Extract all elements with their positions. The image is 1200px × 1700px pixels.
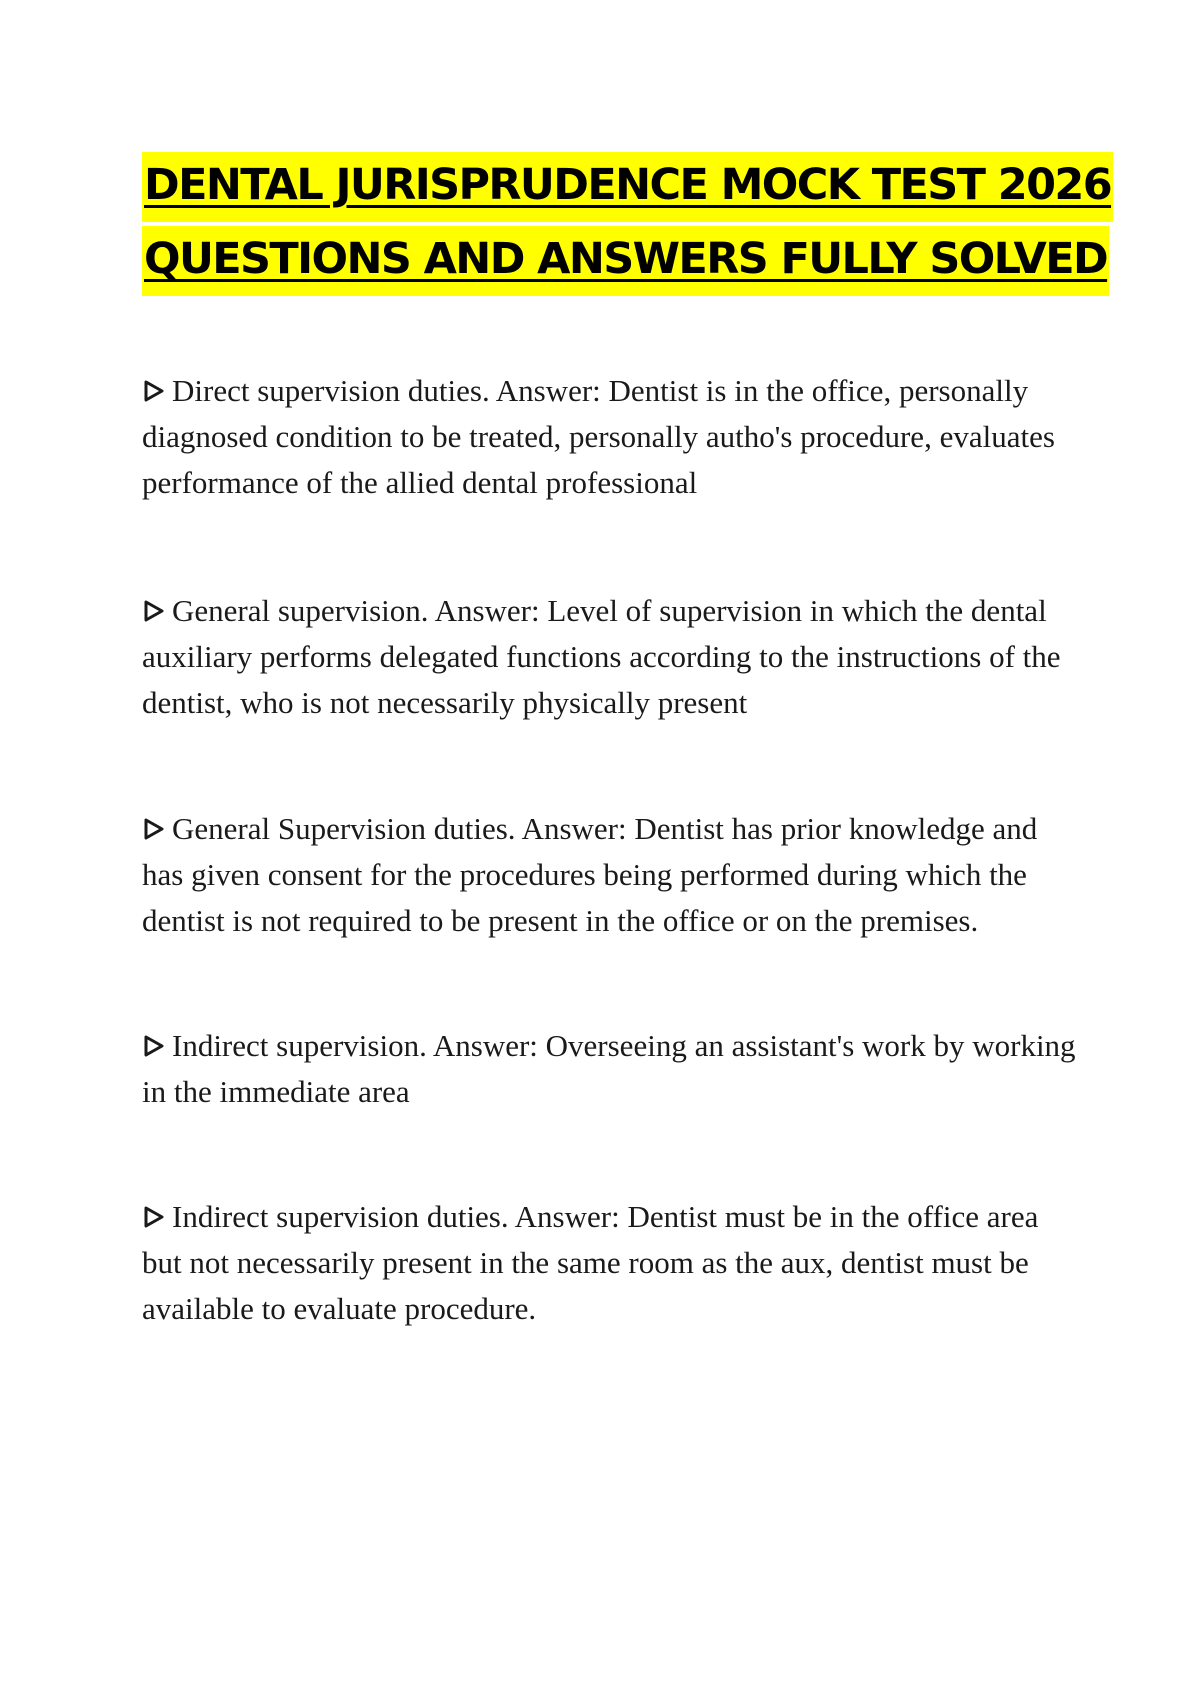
triangle-arrow-icon	[142, 817, 168, 841]
qa-item-text: Direct supervision duties. Answer: Dentist is in the office, personally diagnosed condition to be treated, personally autho's procedure, evaluates performance of the allied dental professional	[142, 373, 1055, 500]
qa-item-general-supervision	[142, 588, 1082, 726]
triangle-arrow-icon	[142, 1205, 168, 1229]
qa-item-text: General supervision. Answer: Level of supervision in which the dental auxiliary performs delegated functions according to the instructions of the dentist, who is not necessarily physically present	[142, 593, 1061, 720]
title-line-2: QUESTIONS AND ANSWERS FULLY SOLVED	[142, 226, 1109, 296]
qa-item-general-supervision-duties	[142, 806, 1082, 944]
triangle-arrow-icon	[142, 379, 168, 403]
document-title	[142, 152, 1112, 300]
triangle-arrow-icon	[142, 599, 168, 623]
qa-item-text: Indirect supervision. Answer: Overseeing an assistant's work by working in the immediate area	[142, 1028, 1076, 1109]
qa-item-text: Indirect supervision duties. Answer: Dentist must be in the office area but not necessarily present in the same room as the aux, dentist must be available to evaluate procedure.	[142, 1199, 1039, 1326]
qa-item-text: General Supervision duties. Answer: Dentist has prior knowledge and has given consent for the procedures being performed during which the dentist is not required to be present in the office or on the premises.	[142, 811, 1038, 938]
triangle-arrow-icon	[142, 1034, 168, 1058]
title-line-1: DENTAL JURISPRUDENCE MOCK TEST 2026	[142, 152, 1113, 222]
qa-item-direct-supervision-duties	[142, 368, 1082, 506]
qa-item-indirect-supervision	[142, 1023, 1082, 1115]
qa-item-indirect-supervision-duties	[142, 1194, 1082, 1332]
